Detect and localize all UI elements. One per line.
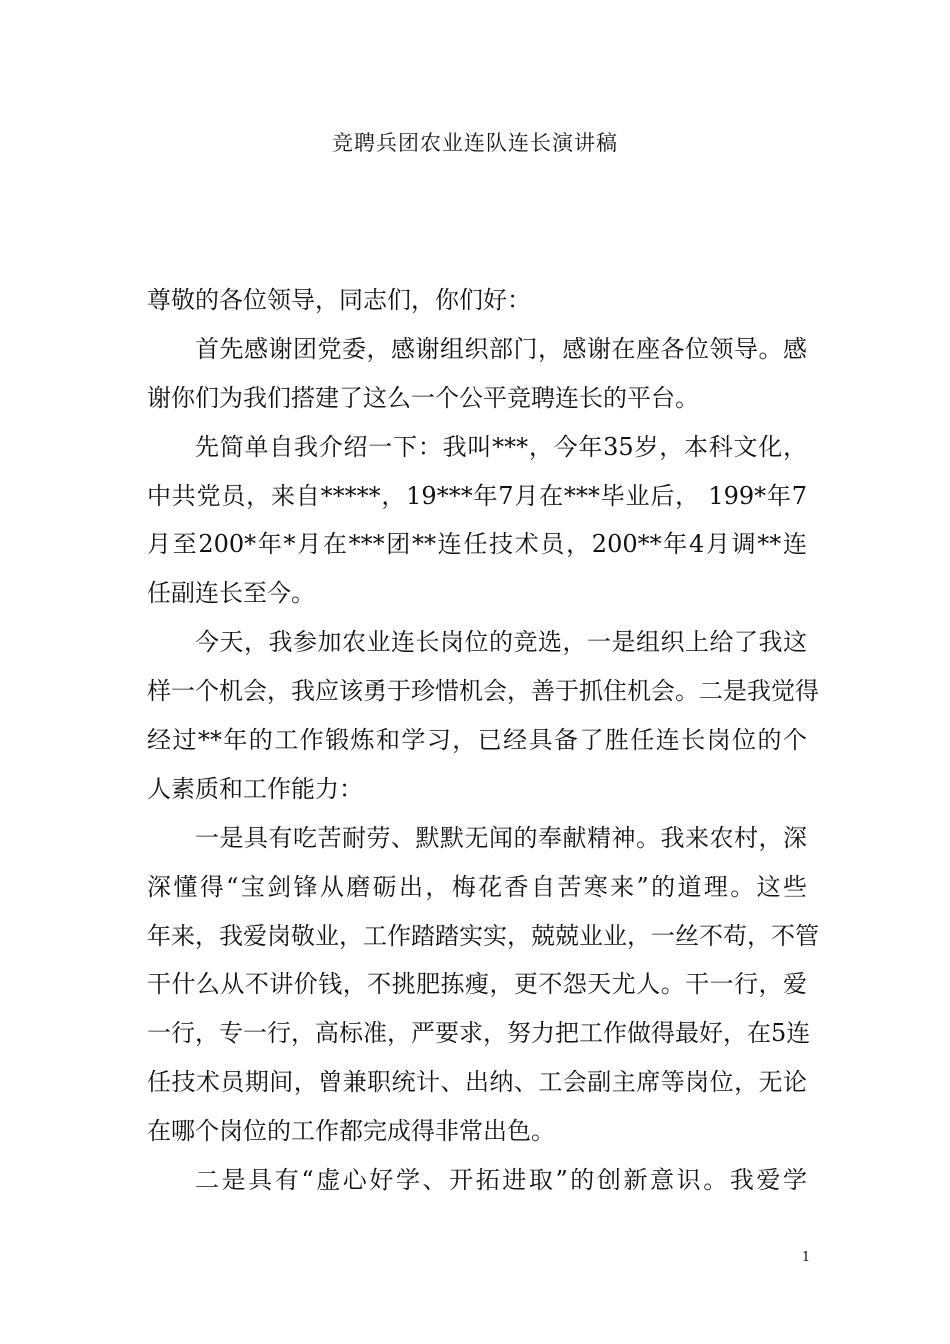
paragraph-line: 任副连长至今。 [147, 579, 315, 608]
paragraph-line: 月至200*年*月在***团**连任技术员，200**年4月调**连 [147, 530, 807, 559]
paragraph-line: 先简单自我介绍一下：我叫***，今年35岁，本科文化， [195, 432, 807, 461]
paragraph-line: 二是具有“虚心好学、开拓进取”的创新意识。我爱学 [195, 1166, 807, 1195]
document-body [147, 276, 819, 1205]
paragraph-line: 一行，专一行，高标准，严要求，努力把工作做得最好，在5连 [147, 1019, 811, 1048]
paragraph-line: 样一个机会，我应该勇于珍惜机会，善于抓住机会。二是我觉得 [147, 677, 819, 706]
paragraph-line: 今天，我参加农业连长岗位的竞选，一是组织上给了我这 [195, 628, 807, 657]
paragraph-line: 谢你们为我们搭建了这么一个公平竞聘连长的平台。 [147, 383, 699, 412]
paragraph-line: 深懂得“宝剑锋从磨砺出，梅花香自苦寒来”的道理。这些 [147, 872, 807, 901]
salutation-line: 尊敬的各位领导，同志们，你们好： [147, 286, 531, 314]
paragraph-line: 人素质和工作能力： [147, 774, 363, 803]
paragraph-line: 经过**年的工作锻炼和学习，已经具备了胜任连长岗位的个 [147, 726, 807, 755]
paragraph-line: 首先感谢团党委，感谢组织部门，感谢在座各位领导。感 [195, 334, 807, 363]
paragraph-line: 一是具有吃苦耐劳、默默无闻的奉献精神。我来农村，深 [195, 823, 807, 852]
paragraph-line: 年来，我爱岗敬业，工作踏踏实实，兢兢业业，一丝不苟，不管 [147, 921, 819, 950]
paragraph-line: 任技术员期间，曾兼职统计、出纳、工会副主席等岗位，无论 [147, 1068, 807, 1097]
paragraph-line: 在哪个岗位的工作都完成得非常出色。 [147, 1117, 555, 1146]
document-title: 竞聘兵团农业连队连长演讲稿 [332, 131, 618, 155]
page-number: 1 [801, 1250, 811, 1265]
paragraph-line: 中共党员，来自*****，19***年7月在***毕业后， 199*年7 [147, 481, 807, 510]
paragraph-line: 干什么从不讲价钱，不挑肥拣瘦，更不怨天尤人。干一行，爱 [147, 970, 807, 999]
